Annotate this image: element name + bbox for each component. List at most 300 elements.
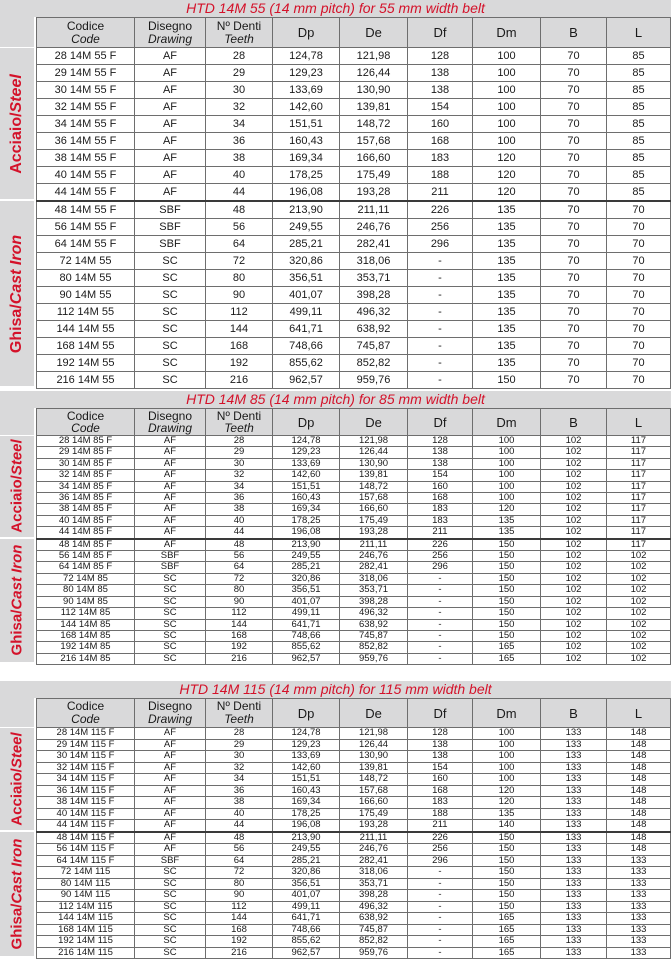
- cell-l: 133: [607, 901, 671, 913]
- cell-drawing: AF: [135, 133, 206, 150]
- cell-code: 34 14M 55 F: [37, 116, 135, 133]
- group-label-italian: Acciaio/: [8, 111, 25, 174]
- cell-code: 40 14M 55 F: [37, 167, 135, 184]
- cell-l: 148: [607, 762, 671, 774]
- column-header-dm: [473, 699, 541, 728]
- cell-de: 398,28: [340, 596, 408, 607]
- cell-df: -: [408, 321, 473, 338]
- cell-de: 745,87: [340, 338, 408, 355]
- cell-drawing: SC: [135, 304, 206, 321]
- cell-drawing: SC: [135, 913, 206, 925]
- cell-b: 133: [541, 751, 607, 763]
- header-label: De: [365, 25, 382, 40]
- cell-l: 148: [607, 785, 671, 797]
- cell-l: 102: [607, 619, 671, 630]
- table-row: [37, 751, 671, 763]
- cell-drawing: AF: [135, 470, 206, 481]
- header-label-en: Code: [71, 31, 100, 46]
- cell-dp: 169,34: [273, 150, 340, 167]
- cell-drawing: AF: [135, 493, 206, 504]
- cell-dp: 285,21: [273, 855, 340, 867]
- table-row: [37, 338, 671, 355]
- header-label: Dm: [496, 414, 517, 430]
- cell-code: 168 14M 55: [37, 338, 135, 355]
- cell-de: 496,32: [340, 608, 408, 619]
- cell-drawing: AF: [135, 832, 206, 844]
- header-label: B: [569, 25, 578, 40]
- cell-de: 282,41: [340, 236, 408, 253]
- cell-df: -: [408, 924, 473, 936]
- cell-code: 38 14M 85 F: [37, 504, 135, 515]
- cell-df: 138: [408, 751, 473, 763]
- cell-df: 183: [408, 797, 473, 809]
- cell-l: 85: [607, 184, 671, 202]
- cell-drawing: AF: [135, 739, 206, 751]
- cell-b: 102: [541, 573, 607, 584]
- cell-code: 80 14M 55: [37, 270, 135, 287]
- column-header-drawing: [135, 18, 206, 48]
- cell-dm: 165: [473, 936, 541, 948]
- table-row: [37, 253, 671, 270]
- cell-l: 85: [607, 167, 671, 184]
- column-header-drawing: [135, 699, 206, 728]
- cell-l: 117: [607, 470, 671, 481]
- cell-code: 72 14M 85: [37, 573, 135, 584]
- cell-dp: 320,86: [273, 253, 340, 270]
- cell-dm: 135: [473, 808, 541, 820]
- cell-code: 216 14M 55: [37, 372, 135, 389]
- cell-df: 183: [408, 150, 473, 167]
- group-label-text: [8, 234, 26, 352]
- column-header-dp: [273, 699, 340, 728]
- cell-de: 139,81: [340, 99, 408, 116]
- cell-code: 80 14M 115: [37, 878, 135, 890]
- cell-b: 70: [541, 321, 607, 338]
- cell-b: 102: [541, 608, 607, 619]
- table-row: [37, 355, 671, 372]
- cell-b: 70: [541, 133, 607, 150]
- cell-teeth: 29: [206, 65, 273, 82]
- cell-b: 133: [541, 774, 607, 786]
- cell-code: 38 14M 55 F: [37, 150, 135, 167]
- table-row: [37, 372, 671, 389]
- cell-code: 72 14M 115: [37, 867, 135, 879]
- cell-dm: 120: [473, 167, 541, 184]
- header-label: L: [634, 705, 643, 721]
- cell-de: 398,28: [340, 287, 408, 304]
- cell-drawing: AF: [135, 82, 206, 99]
- table-row: [37, 785, 671, 797]
- cell-dm: 120: [473, 504, 541, 515]
- cell-l: 102: [607, 608, 671, 619]
- cell-df: 160: [408, 116, 473, 133]
- cell-drawing: SC: [135, 630, 206, 641]
- table-row: [37, 304, 671, 321]
- cell-df: 128: [408, 48, 473, 65]
- cell-code: 44 14M 115 F: [37, 820, 135, 832]
- cell-dp: 129,23: [273, 447, 340, 458]
- cell-teeth: 29: [206, 447, 273, 458]
- cell-teeth: 48: [206, 201, 273, 219]
- table-row: [37, 504, 671, 515]
- cell-b: 70: [541, 201, 607, 219]
- cell-dm: 150: [473, 867, 541, 879]
- header-label-en: Teeth: [224, 712, 254, 726]
- cell-b: 70: [541, 167, 607, 184]
- column-header-code: [37, 18, 135, 48]
- cell-dm: 150: [473, 608, 541, 619]
- cell-df: 168: [408, 133, 473, 150]
- cell-dm: 150: [473, 585, 541, 596]
- cell-code: 112 14M 115: [37, 901, 135, 913]
- cell-de: 130,90: [340, 82, 408, 99]
- cell-drawing: AF: [135, 48, 206, 65]
- cell-teeth: 80: [206, 270, 273, 287]
- cell-teeth: 44: [206, 820, 273, 832]
- table-row: [37, 270, 671, 287]
- cell-l: 117: [607, 458, 671, 469]
- cell-teeth: 36: [206, 133, 273, 150]
- table-row: [37, 573, 671, 584]
- cell-teeth: 80: [206, 585, 273, 596]
- cell-df: -: [408, 596, 473, 607]
- cell-l: 102: [607, 653, 671, 664]
- cell-code: 56 14M 85 F: [37, 551, 135, 562]
- group-label-italian: Acciaio/: [8, 475, 26, 533]
- cell-dp: 169,34: [273, 797, 340, 809]
- group-label-english: Steel: [8, 73, 25, 112]
- cell-dm: 140: [473, 820, 541, 832]
- cell-dm: 165: [473, 913, 541, 925]
- cell-code: 90 14M 55: [37, 287, 135, 304]
- cell-df: 188: [408, 808, 473, 820]
- cell-code: 36 14M 115 F: [37, 785, 135, 797]
- cell-dp: 133,69: [273, 82, 340, 99]
- cell-l: 70: [607, 253, 671, 270]
- section-title-text: HTD 14M 55 (14 mm pitch) for 55 mm width belt: [186, 0, 485, 16]
- cell-b: 133: [541, 739, 607, 751]
- cell-l: 117: [607, 504, 671, 515]
- cell-code: 34 14M 115 F: [37, 774, 135, 786]
- cell-de: 852,82: [340, 642, 408, 653]
- header-label-it: Codice: [66, 699, 105, 713]
- cell-l: 133: [607, 913, 671, 925]
- cell-de: 318,06: [340, 573, 408, 584]
- group-label-text: [9, 732, 26, 825]
- cell-code: 44 14M 85 F: [37, 527, 135, 539]
- cell-de: 353,71: [340, 878, 408, 890]
- group-band-header: [0, 698, 34, 727]
- table-row: [37, 820, 671, 832]
- cell-df: 154: [408, 99, 473, 116]
- cell-df: -: [408, 573, 473, 584]
- cell-drawing: AF: [135, 436, 206, 447]
- cell-teeth: 192: [206, 642, 273, 653]
- cell-drawing: AF: [135, 65, 206, 82]
- cell-drawing: SC: [135, 901, 206, 913]
- cell-code: 64 14M 85 F: [37, 562, 135, 573]
- cell-code: 44 14M 55 F: [37, 184, 135, 202]
- group-label-italian: Ghisa/: [8, 303, 25, 353]
- cell-l: 133: [607, 936, 671, 948]
- cell-dp: 213,90: [273, 539, 340, 551]
- cell-code: 29 14M 85 F: [37, 447, 135, 458]
- header-label: De: [365, 705, 382, 721]
- cell-teeth: 40: [206, 808, 273, 820]
- cell-teeth: 168: [206, 630, 273, 641]
- cell-l: 148: [607, 728, 671, 740]
- cell-b: 70: [541, 355, 607, 372]
- cell-drawing: SC: [135, 608, 206, 619]
- group-label-english: Steel: [8, 439, 26, 476]
- group-label-text: [9, 545, 26, 656]
- table-row: [37, 470, 671, 481]
- cell-dp: 249,55: [273, 551, 340, 562]
- cell-code: 144 14M 115: [37, 913, 135, 925]
- table-row: [37, 855, 671, 867]
- cell-dm: 100: [473, 751, 541, 763]
- cell-b: 133: [541, 820, 607, 832]
- cell-l: 148: [607, 820, 671, 832]
- cell-df: -: [408, 270, 473, 287]
- cell-dp: 962,57: [273, 947, 340, 959]
- cell-df: 296: [408, 855, 473, 867]
- cell-de: 496,32: [340, 901, 408, 913]
- cell-b: 102: [541, 596, 607, 607]
- cell-dm: 100: [473, 470, 541, 481]
- cell-dm: 100: [473, 99, 541, 116]
- table-row: [37, 82, 671, 99]
- cell-b: 102: [541, 527, 607, 539]
- cell-de: 353,71: [340, 585, 408, 596]
- cell-drawing: AF: [135, 184, 206, 202]
- cell-de: 638,92: [340, 321, 408, 338]
- header-label: L: [634, 414, 643, 430]
- cell-drawing: AF: [135, 458, 206, 469]
- cell-dp: 641,71: [273, 913, 340, 925]
- cell-dm: 150: [473, 890, 541, 902]
- cell-drawing: SC: [135, 372, 206, 389]
- cell-de: 745,87: [340, 924, 408, 936]
- cell-dp: 401,07: [273, 596, 340, 607]
- cell-drawing: AF: [135, 785, 206, 797]
- cell-teeth: 34: [206, 116, 273, 133]
- cell-df: 256: [408, 844, 473, 856]
- cell-code: 112 14M 55: [37, 304, 135, 321]
- cell-dp: 151,51: [273, 774, 340, 786]
- header-label-it: Disegno: [147, 699, 193, 713]
- cell-dp: 196,08: [273, 527, 340, 539]
- cell-code: 29 14M 55 F: [37, 65, 135, 82]
- cell-dm: 100: [473, 436, 541, 447]
- cell-drawing: SC: [135, 867, 206, 879]
- cell-de: 496,32: [340, 304, 408, 321]
- cell-df: -: [408, 585, 473, 596]
- table-row: [37, 596, 671, 607]
- cell-de: 121,98: [340, 436, 408, 447]
- cell-df: 128: [408, 728, 473, 740]
- table-row: [37, 642, 671, 653]
- cell-dp: 356,51: [273, 270, 340, 287]
- cell-b: 70: [541, 150, 607, 167]
- cell-de: 959,76: [340, 947, 408, 959]
- cell-b: 133: [541, 832, 607, 844]
- cell-code: 144 14M 55: [37, 321, 135, 338]
- cell-code: 168 14M 85: [37, 630, 135, 641]
- cell-dm: 135: [473, 355, 541, 372]
- belt-pulley-section: [0, 391, 671, 663]
- header-label: Dm: [496, 705, 517, 721]
- cell-drawing: SBF: [135, 562, 206, 573]
- cell-dm: 100: [473, 65, 541, 82]
- cell-code: 168 14M 115: [37, 924, 135, 936]
- cell-b: 102: [541, 562, 607, 573]
- cell-df: -: [408, 372, 473, 389]
- cell-teeth: 36: [206, 785, 273, 797]
- belt-pulley-section: [0, 681, 671, 957]
- header-label-it: Nº Denti: [216, 18, 262, 33]
- cell-dm: 135: [473, 527, 541, 539]
- cell-dm: 100: [473, 493, 541, 504]
- cell-drawing: AF: [135, 527, 206, 539]
- header-label: Df: [433, 25, 447, 40]
- group-label-steel: [0, 728, 34, 830]
- cell-l: 85: [607, 133, 671, 150]
- cell-dp: 151,51: [273, 116, 340, 133]
- cell-teeth: 64: [206, 562, 273, 573]
- cell-teeth: 64: [206, 855, 273, 867]
- table-row: [37, 184, 671, 202]
- table-row: [37, 913, 671, 925]
- cell-de: 211,11: [340, 832, 408, 844]
- cell-l: 102: [607, 630, 671, 641]
- cell-drawing: SC: [135, 924, 206, 936]
- cell-b: 70: [541, 338, 607, 355]
- cell-dp: 142,60: [273, 470, 340, 481]
- cell-code: 90 14M 85: [37, 596, 135, 607]
- table-row: [37, 527, 671, 539]
- header-label-en: Drawing: [147, 31, 192, 46]
- header-label: B: [569, 414, 578, 430]
- cell-dm: 120: [473, 150, 541, 167]
- cell-drawing: AF: [135, 515, 206, 526]
- cell-code: 32 14M 55 F: [37, 99, 135, 116]
- table-row: [37, 774, 671, 786]
- cell-drawing: AF: [135, 539, 206, 551]
- cell-dp: 129,23: [273, 65, 340, 82]
- table-row: [37, 447, 671, 458]
- cell-l: 148: [607, 739, 671, 751]
- cell-de: 959,76: [340, 372, 408, 389]
- cell-b: 102: [541, 458, 607, 469]
- cell-df: 226: [408, 539, 473, 551]
- cell-de: 282,41: [340, 562, 408, 573]
- cell-drawing: SBF: [135, 855, 206, 867]
- cell-dm: 135: [473, 338, 541, 355]
- cell-b: 102: [541, 653, 607, 664]
- cell-teeth: 34: [206, 481, 273, 492]
- cell-teeth: 28: [206, 48, 273, 65]
- cell-dm: 150: [473, 372, 541, 389]
- cell-teeth: 40: [206, 515, 273, 526]
- cell-de: 148,72: [340, 774, 408, 786]
- cell-b: 70: [541, 304, 607, 321]
- cell-dp: 213,90: [273, 201, 340, 219]
- cell-b: 70: [541, 219, 607, 236]
- cell-code: 192 14M 55: [37, 355, 135, 372]
- cell-code: 192 14M 85: [37, 642, 135, 653]
- header-label: De: [365, 414, 382, 430]
- cell-dp: 160,43: [273, 785, 340, 797]
- cell-b: 70: [541, 82, 607, 99]
- cell-dp: 178,25: [273, 167, 340, 184]
- cell-b: 102: [541, 436, 607, 447]
- cell-dp: 160,43: [273, 493, 340, 504]
- cell-dp: 160,43: [273, 133, 340, 150]
- cell-teeth: 90: [206, 596, 273, 607]
- cell-l: 148: [607, 832, 671, 844]
- cell-de: 130,90: [340, 458, 408, 469]
- cell-code: 64 14M 55 F: [37, 236, 135, 253]
- column-header-teeth: [206, 699, 273, 728]
- cell-teeth: 40: [206, 167, 273, 184]
- cell-df: 256: [408, 551, 473, 562]
- cell-b: 133: [541, 890, 607, 902]
- cell-l: 70: [607, 321, 671, 338]
- cell-l: 70: [607, 236, 671, 253]
- cell-dp: 124,78: [273, 48, 340, 65]
- cell-l: 102: [607, 562, 671, 573]
- cell-drawing: SBF: [135, 551, 206, 562]
- cell-dm: 150: [473, 901, 541, 913]
- cell-dp: 748,66: [273, 924, 340, 936]
- cell-b: 133: [541, 797, 607, 809]
- cell-df: -: [408, 619, 473, 630]
- cell-df: -: [408, 653, 473, 664]
- cell-l: 102: [607, 573, 671, 584]
- cell-dp: 133,69: [273, 751, 340, 763]
- cell-b: 133: [541, 901, 607, 913]
- spec-grid: [0, 408, 671, 663]
- column-header-dp: [273, 18, 340, 48]
- cell-teeth: 192: [206, 936, 273, 948]
- cell-teeth: 192: [206, 355, 273, 372]
- cell-df: -: [408, 913, 473, 925]
- cell-dp: 748,66: [273, 338, 340, 355]
- cell-l: 117: [607, 481, 671, 492]
- cell-drawing: SBF: [135, 201, 206, 219]
- group-label-english: Cast Iron: [8, 838, 26, 904]
- cell-b: 102: [541, 539, 607, 551]
- cell-de: 148,72: [340, 481, 408, 492]
- table-row: [37, 493, 671, 504]
- cell-drawing: SC: [135, 253, 206, 270]
- cell-l: 85: [607, 99, 671, 116]
- cell-teeth: 32: [206, 99, 273, 116]
- cell-df: -: [408, 253, 473, 270]
- group-label-italian: Ghisa/: [8, 903, 26, 950]
- header-label-en: Code: [71, 421, 100, 435]
- cell-dm: 135: [473, 321, 541, 338]
- cell-b: 70: [541, 253, 607, 270]
- cell-drawing: SBF: [135, 219, 206, 236]
- cell-dp: 499,11: [273, 608, 340, 619]
- cell-df: 138: [408, 739, 473, 751]
- cell-b: 133: [541, 936, 607, 948]
- column-header-b: [541, 18, 607, 48]
- cell-l: 117: [607, 436, 671, 447]
- cell-teeth: 90: [206, 287, 273, 304]
